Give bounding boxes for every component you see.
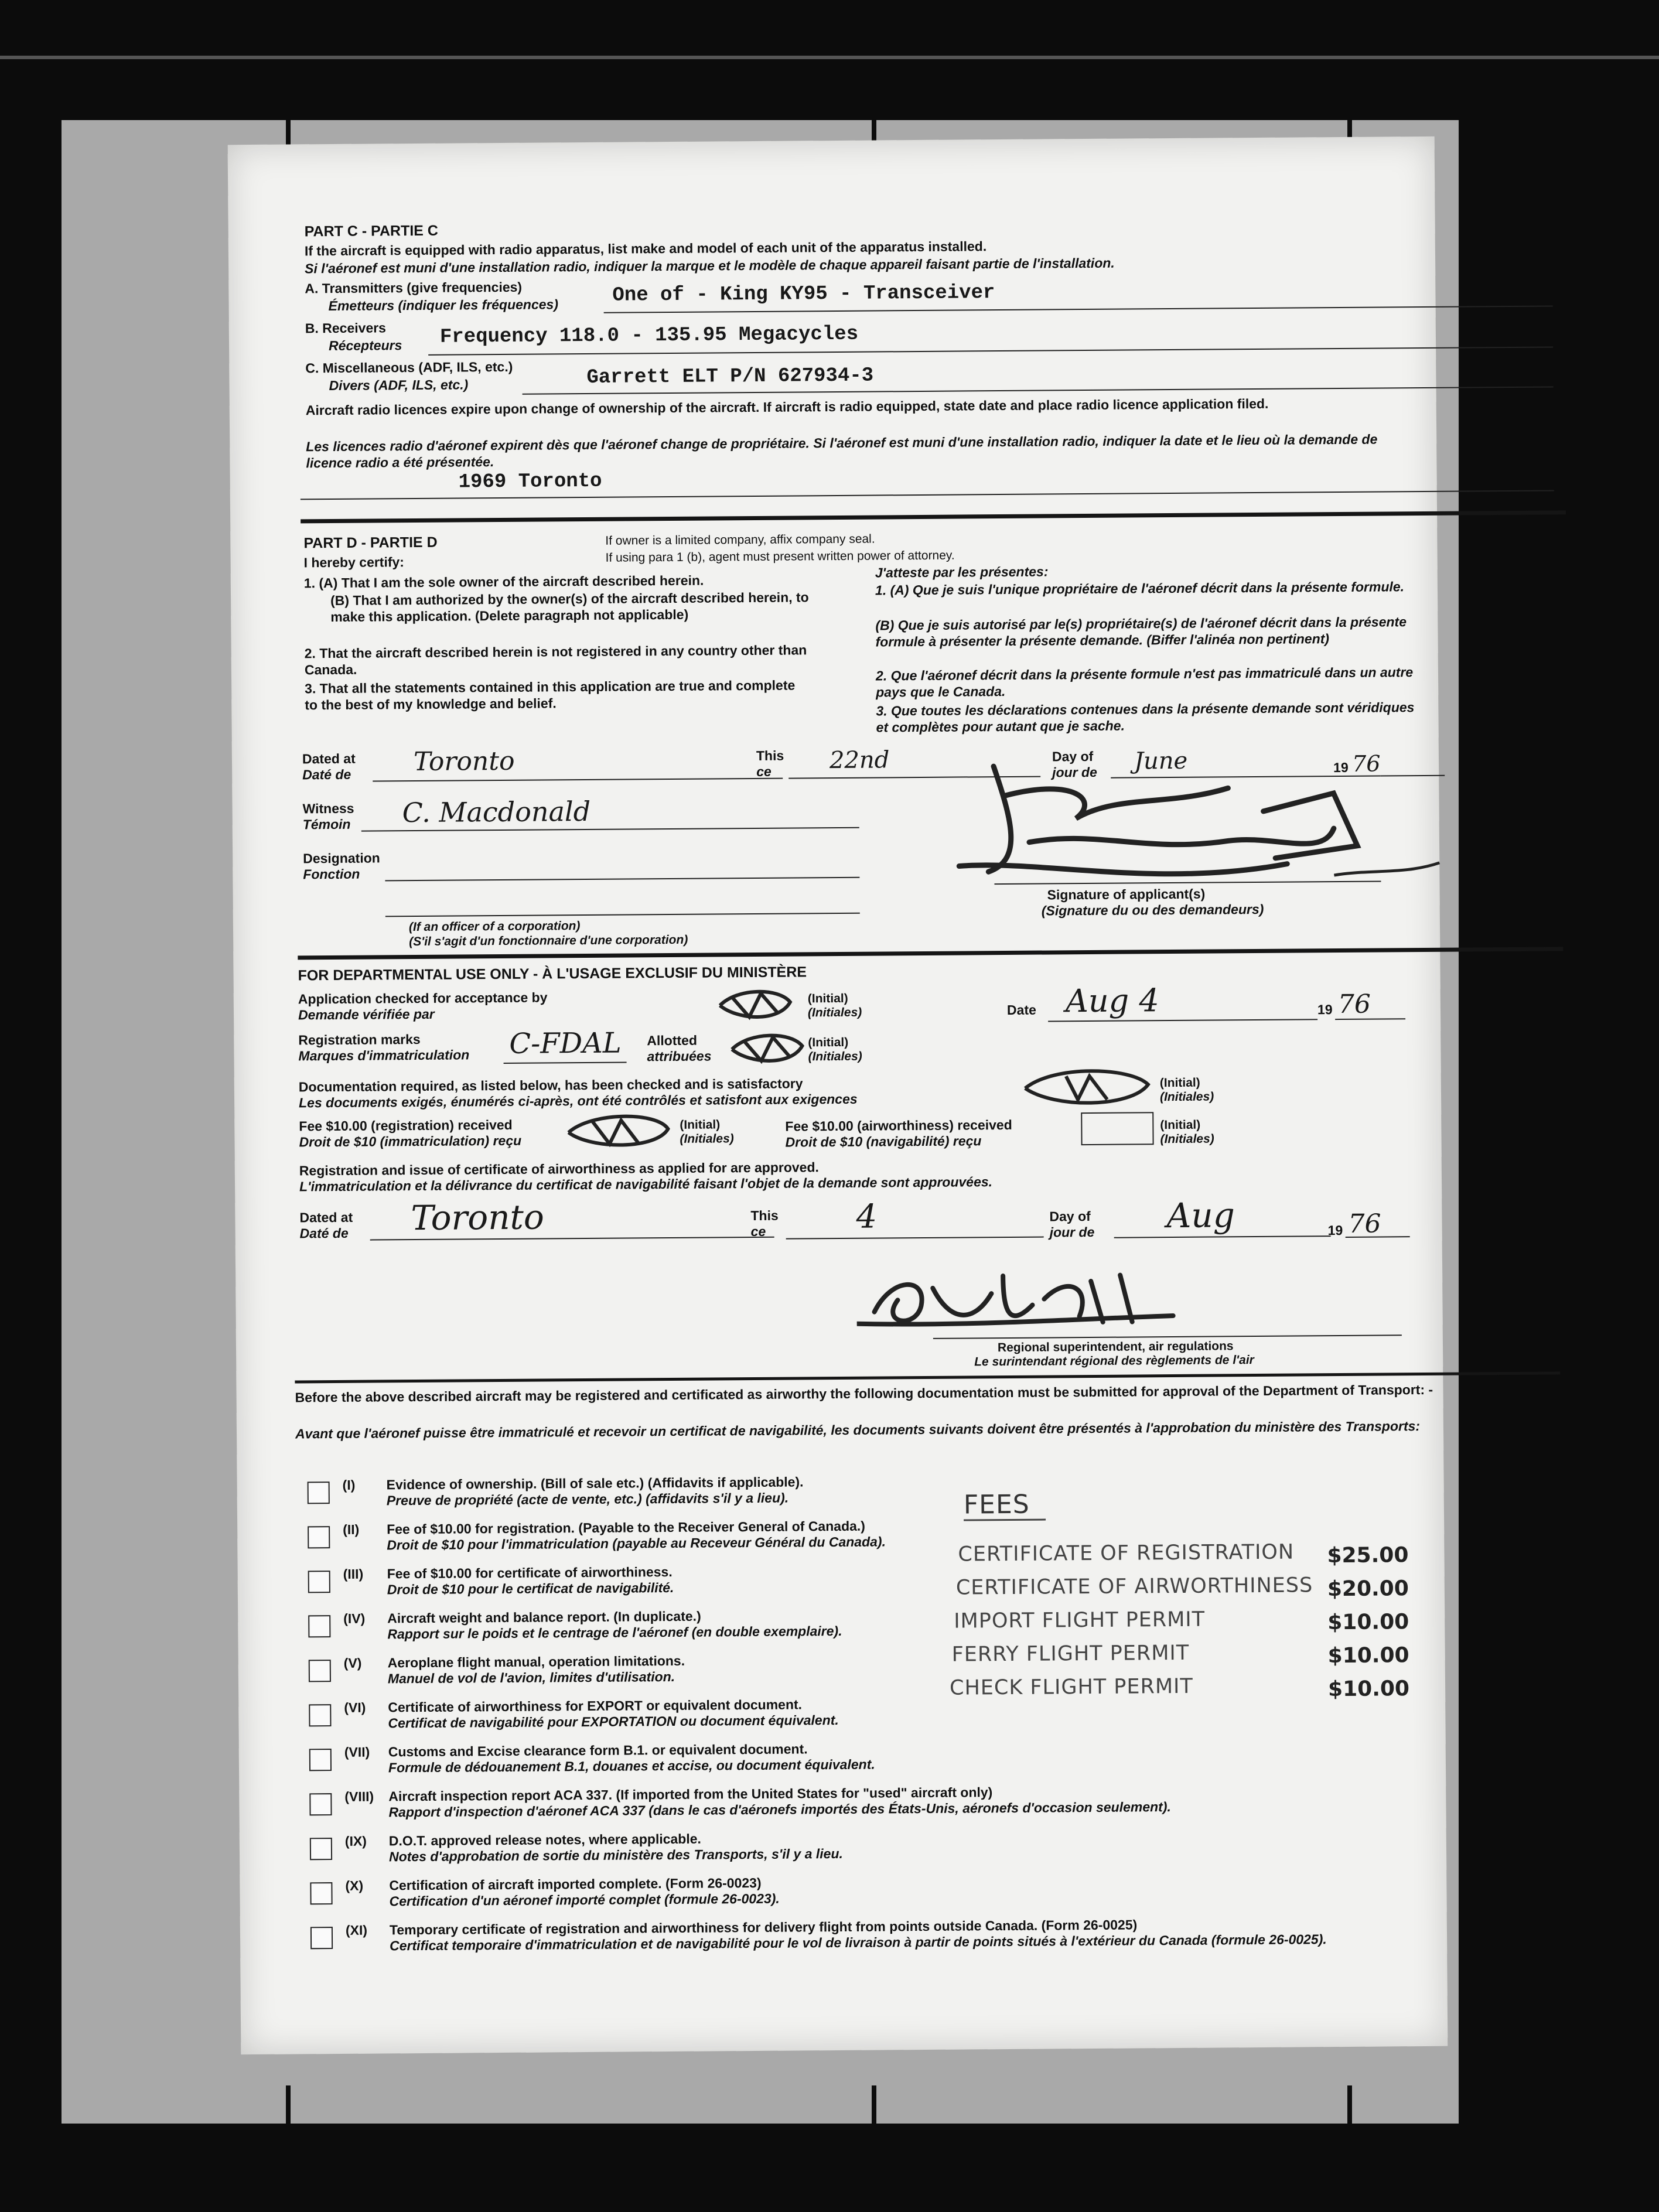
doc-checkbox[interactable] bbox=[308, 1482, 330, 1504]
doc-item-fr: Notes d'approbation de sortie du ministère des Transports, s'il y a lieu. bbox=[388, 1845, 843, 1865]
initials-scribble-1 bbox=[714, 984, 796, 1026]
dept-this-line bbox=[786, 1237, 1044, 1240]
film-divider bbox=[1347, 2085, 1352, 2132]
part-d-heading: PART D - PARTIE D bbox=[303, 534, 438, 552]
doc-item-fr: Droit de $10 pour l'immatriculation (payable au Receveur Général du Canada). bbox=[387, 1534, 886, 1553]
fee-label: IMPORT FLIGHT PERMIT bbox=[954, 1607, 1206, 1633]
doc-checkbox[interactable] bbox=[310, 1927, 333, 1949]
dept-dated-at-en: Dated at bbox=[299, 1209, 353, 1226]
initiales-label-1: (Initiales) bbox=[807, 1005, 862, 1020]
dept-this-fr: ce bbox=[750, 1223, 766, 1240]
doc-item-fr: Droit de $10 pour le certificat de navigabilité. bbox=[387, 1579, 674, 1597]
doc-item-fr: Certification d'un aéronef importé complet (formule 26-0023). bbox=[389, 1890, 780, 1909]
dept-year-value: 76 bbox=[1348, 1209, 1381, 1239]
receivers-label-fr: Récepteurs bbox=[328, 337, 402, 354]
initial-label-4: (Initial) bbox=[680, 1118, 721, 1132]
misc-label-en: C. Miscellaneous (ADF, ILS, etc.) bbox=[305, 359, 513, 376]
fee-label: CERTIFICATE OF AIRWORTHINESS bbox=[955, 1573, 1313, 1600]
doc-item-number: (VI) bbox=[344, 1699, 366, 1715]
initial-label-1: (Initial) bbox=[807, 991, 848, 1006]
doc-item-en: Fee of $10.00 for certificate of airworthiness. bbox=[387, 1564, 673, 1582]
doc-item-number: (IV) bbox=[343, 1610, 366, 1626]
dept-heading: FOR DEPARTMENTAL USE ONLY - À L'USAGE EXCLUSIF DU MINISTÈRE bbox=[298, 964, 807, 984]
dept-this-value: 4 bbox=[856, 1197, 878, 1236]
doc-item-en: Certification of aircraft imported complete. (Form 26-0023) bbox=[389, 1875, 762, 1893]
doc-item-fr: Formule de dédouanement B.1, douanes et accise, ou document équivalent. bbox=[388, 1756, 875, 1776]
dept-day-of-fr: jour de bbox=[1049, 1224, 1095, 1240]
licence-note-en: Aircraft radio licences expire upon change of ownership of the aircraft. If aircraft is radio equipped, state date and place radio licence application filed. bbox=[305, 395, 1269, 418]
app-checked-fr: Demande vérifiée par bbox=[298, 1006, 435, 1023]
doc-item-en: Aircraft weight and balance report. (In duplicate.) bbox=[387, 1608, 701, 1626]
fee-amount: $20.00 bbox=[1327, 1576, 1409, 1602]
doc-item-number: (IX) bbox=[344, 1833, 367, 1849]
transmitters-label-en: A. Transmitters (give frequencies) bbox=[305, 279, 523, 296]
transmitters-line bbox=[604, 305, 1553, 313]
designation-line-2 bbox=[385, 913, 860, 917]
doc-required-fr: Les documents exigés, énumérés ci-après, ont été contrôlés et satisfont aux exigences bbox=[298, 1091, 858, 1111]
date-year-line bbox=[1335, 1018, 1405, 1020]
dept-day-of-value: Aug bbox=[1166, 1195, 1235, 1236]
doc-item-fr: Rapport sur le poids et le centrage de l'aéronef (en double exemplaire). bbox=[387, 1623, 842, 1642]
fee-amount: $25.00 bbox=[1327, 1543, 1409, 1568]
fee-reg-en: Fee $10.00 (registration) received bbox=[299, 1117, 513, 1134]
doc-checkbox[interactable] bbox=[309, 1660, 331, 1682]
witness-value: C. Macdonald bbox=[402, 795, 591, 829]
this-value: 22nd bbox=[829, 746, 890, 774]
initial-label-2: (Initial) bbox=[808, 1035, 849, 1050]
dept-dated-at-fr: Daté de bbox=[299, 1225, 349, 1241]
witness-label-fr: Témoin bbox=[302, 816, 351, 832]
doc-item-number: (II) bbox=[343, 1521, 360, 1537]
dept-this-en: This bbox=[750, 1207, 779, 1224]
cert-fr-3: 3. Que toutes les déclarations contenues dans la présente demande sont véridiques et complètes pour autant que je sache. bbox=[876, 699, 1415, 735]
certify-en: I hereby certify: bbox=[303, 554, 405, 571]
initiales-label-3: (Initiales) bbox=[1159, 1090, 1214, 1104]
film-divider bbox=[872, 2085, 876, 2132]
transmitters-value: One of - King KY95 - Transceiver bbox=[612, 282, 995, 307]
doc-item-fr: Manuel de vol de l'avion, limites d'utilisation. bbox=[387, 1668, 675, 1687]
fee-label: FERRY FLIGHT PERMIT bbox=[951, 1641, 1190, 1667]
dated-at-value: Toronto bbox=[413, 746, 515, 777]
designation-label-en: Designation bbox=[303, 850, 380, 866]
fee-reg-fr: Droit de $10 (immatriculation) reçu bbox=[299, 1132, 522, 1150]
part-c-intro-fr: Si l'aéronef est muni d'une installation radio, indiquer la marque et le modèle de chaque appareil faisant partie de l'installation. bbox=[305, 255, 1115, 276]
doc-checkbox[interactable] bbox=[309, 1793, 332, 1815]
initial-label-3: (Initial) bbox=[1159, 1076, 1200, 1090]
regional-en: Regional superintendent, air regulations bbox=[997, 1339, 1234, 1355]
allotted-en: Allotted bbox=[647, 1032, 698, 1049]
dept-day-of-en: Day of bbox=[1049, 1208, 1091, 1224]
signature-label-en: Signature of applicant(s) bbox=[1047, 886, 1206, 903]
witness-label-en: Witness bbox=[302, 800, 354, 817]
power-of-attorney-note: If using para 1 (b), agent must present written power of attorney. bbox=[605, 548, 955, 565]
doc-item-fr: Preuve de propriété (acte de vente, etc.) (affidavits s'il y a lieu). bbox=[386, 1490, 789, 1508]
doc-item-number: (I) bbox=[342, 1477, 356, 1493]
reg-marks-value: C-FDAL bbox=[509, 1026, 622, 1060]
initials-scribble-4 bbox=[562, 1108, 674, 1153]
docs-before-fr: Avant que l'aéronef puisse être immatriculé et recevoir un certificat de navigabilité, les documents suivants doivent être présentés à l'approbation du ministère des Transports: bbox=[295, 1418, 1421, 1442]
dated-at-label-en: Dated at bbox=[302, 750, 356, 767]
date-year-prefix: 19 bbox=[1317, 1002, 1333, 1018]
app-checked-en: Application checked for acceptance by bbox=[298, 989, 548, 1007]
licence-note-fr: Les licences radio d'aéronef expirent dès que l'aéronef change de propriétaire. Si l'aéronef est muni d'une installation radio, indiquer la date et le lieu où la demande de licence radio a été présentée. bbox=[306, 431, 1378, 471]
cert-en-2: 2. That the aircraft described herein is not registered in any country other than Canada. bbox=[304, 642, 807, 678]
dated-at-label-fr: Daté de bbox=[302, 766, 351, 783]
day-of-label-fr: jour de bbox=[1052, 764, 1097, 780]
dept-year-prefix: 19 bbox=[1327, 1222, 1343, 1238]
doc-checkbox[interactable] bbox=[310, 1882, 332, 1904]
issue-en: Registration and issue of certificate of airworthiness as applied for are approved. bbox=[299, 1159, 819, 1179]
fee-amount: $10.00 bbox=[1327, 1610, 1409, 1635]
fee-label: CERTIFICATE OF REGISTRATION bbox=[958, 1540, 1295, 1566]
doc-item-fr: Certificat de navigabilité pour EXPORTATION ou document équivalent. bbox=[388, 1712, 839, 1731]
initial-label-5: (Initial) bbox=[1160, 1118, 1201, 1132]
doc-item-en: D.O.T. approved release notes, where applicable. bbox=[388, 1831, 701, 1849]
doc-item-en: Aircraft inspection report ACA 337. (If imported from the United States for "used" aircraft only) bbox=[388, 1784, 993, 1804]
cert-fr-2: 2. Que l'aéronef décrit dans la présente formule n'est pas immatriculé dans un autre pays que le Canada. bbox=[875, 664, 1414, 700]
dept-dated-at-value: Toronto bbox=[411, 1197, 545, 1238]
this-label-fr: ce bbox=[756, 763, 772, 779]
doc-item-number: (VIII) bbox=[344, 1788, 374, 1804]
initials-scribble-2 bbox=[726, 1028, 808, 1070]
regional-fr: Le surintendant régional des règlements de l'air bbox=[974, 1353, 1254, 1369]
fee-label: CHECK FLIGHT PERMIT bbox=[949, 1674, 1193, 1700]
doc-item-number: (XI) bbox=[345, 1922, 368, 1938]
cert-en-3: 3. That all the statements contained in this application are true and complete to the best of my knowledge and belief. bbox=[305, 677, 796, 713]
initiales-label-4: (Initiales) bbox=[680, 1132, 734, 1146]
docs-before-en: Before the above described aircraft may be registered and certificated as airworthy the following documentation must be submitted for approval of the Department of Transport: - bbox=[295, 1381, 1433, 1405]
day-of-value: June bbox=[1134, 747, 1188, 775]
fee-air-fr: Droit de $10 (navigabilité) reçu bbox=[785, 1133, 982, 1150]
receivers-value: Frequency 118.0 - 135.95 Megacycles bbox=[439, 323, 859, 349]
year-prefix: 19 bbox=[1333, 759, 1349, 776]
doc-item-number: (X) bbox=[345, 1878, 364, 1893]
this-label-en: This bbox=[756, 747, 784, 763]
receivers-label-en: B. Receivers bbox=[305, 320, 387, 336]
document-page bbox=[228, 136, 1448, 2054]
doc-item-number: (VII) bbox=[344, 1744, 370, 1760]
misc-label-fr: Divers (ADF, ILS, etc.) bbox=[329, 377, 469, 394]
doc-item-en: Customs and Excise clearance form B.1. or equivalent document. bbox=[388, 1741, 808, 1760]
film-divider bbox=[286, 2085, 291, 2132]
dept-day-of-line bbox=[1114, 1235, 1331, 1238]
officer-note-en: (If an officer of a corporation) bbox=[408, 919, 581, 934]
fee-amount: $10.00 bbox=[1327, 1677, 1410, 1702]
doc-item-number: (III) bbox=[343, 1566, 364, 1582]
cert-en-1a: 1. (A) That I am the sole owner of the aircraft described herein. bbox=[303, 572, 704, 591]
cert-fr-1a: 1. (A) Que je suis l'unique propriétaire de l'aéronef décrit dans la présente formule. bbox=[875, 579, 1405, 598]
doc-checkbox[interactable] bbox=[308, 1571, 330, 1593]
year-value: 76 bbox=[1351, 750, 1381, 777]
fees-heading: FEES bbox=[963, 1489, 1030, 1520]
reg-marks-en: Registration marks bbox=[298, 1031, 421, 1048]
reg-marks-line bbox=[504, 1062, 627, 1064]
date-year-value: 76 bbox=[1337, 989, 1371, 1020]
dated-at-line bbox=[373, 778, 783, 782]
initiales-label-2: (Initiales) bbox=[808, 1049, 862, 1064]
receivers-line bbox=[428, 346, 1553, 355]
initiales-label-5: (Initiales) bbox=[1160, 1132, 1214, 1146]
signature-label-fr: (Signature du ou des demandeurs) bbox=[1041, 901, 1264, 919]
transmitters-label-fr: Émetteurs (indiquer les fréquences) bbox=[328, 296, 559, 314]
doc-checkbox[interactable] bbox=[310, 1838, 332, 1860]
dept-year-line bbox=[1346, 1236, 1410, 1238]
part-c-intro-en: If the aircraft is equipped with radio apparatus, list make and model of each unit of the apparatus installed. bbox=[304, 238, 987, 259]
seal-note: If owner is a limited company, affix company seal. bbox=[605, 532, 875, 548]
cert-fr-1b: (B) Que je suis autorisé par le(s) propriétaire(s) de l'aéronef décrit dans la présente formule à présenter la présente demande. (Biffer l'alinéa non pertinent) bbox=[875, 614, 1407, 650]
date-value: Aug 4 bbox=[1065, 982, 1159, 1020]
doc-item-en: Certificate of airworthiness for EXPORT or equivalent document. bbox=[388, 1696, 803, 1715]
doc-checkbox[interactable] bbox=[308, 1615, 330, 1637]
doc-item-fr: Certificat temporaire d'immatriculation et de navigabilité pour le vol de livraison à partir de points situés à l'extérieur du Canada (formule 26-0025). bbox=[390, 1931, 1327, 1954]
doc-item-en: Evidence of ownership. (Bill of sale etc.) (Affidavits if applicable). bbox=[386, 1474, 804, 1493]
fee-amount: $10.00 bbox=[1327, 1643, 1409, 1668]
doc-item-fr: Rapport d'inspection d'aéronef ACA 337 (dans le cas d'aéronefs importés des États-Unis, aéronefs d'occasion seulement). bbox=[388, 1799, 1171, 1820]
part-d-divider bbox=[301, 510, 1566, 523]
doc-checkbox[interactable] bbox=[309, 1704, 331, 1726]
designation-label-fr: Fonction bbox=[303, 866, 360, 882]
licence-value: 1969 Toronto bbox=[458, 470, 602, 494]
day-of-label-en: Day of bbox=[1052, 748, 1094, 764]
officer-note-fr: (S'il s'agit d'un fonctionnaire d'une corporation) bbox=[409, 933, 688, 949]
reg-marks-fr: Marques d'immatriculation bbox=[298, 1047, 470, 1064]
film-border-top bbox=[0, 56, 1659, 59]
allotted-fr: attribuées bbox=[647, 1048, 712, 1064]
airworthiness-initial-box bbox=[1081, 1112, 1153, 1145]
certify-fr: J'atteste par les présentes: bbox=[875, 564, 1049, 581]
fee-air-en: Fee $10.00 (airworthiness) received bbox=[785, 1117, 1012, 1134]
doc-item-en: Temporary certificate of registration and airworthiness for delivery flight from points outside Canada. (Form 26-0025) bbox=[389, 1917, 1138, 1938]
doc-required-en: Documentation required, as listed below, has been checked and is satisfactory bbox=[298, 1076, 803, 1095]
initials-scribble-3 bbox=[1019, 1064, 1155, 1112]
part-c-heading: PART C - PARTIE C bbox=[304, 222, 439, 240]
doc-item-number: (V) bbox=[343, 1655, 362, 1671]
designation-line bbox=[385, 877, 859, 882]
misc-value: Garrett ELT P/N 627934-3 bbox=[586, 364, 874, 389]
doc-checkbox[interactable] bbox=[308, 1526, 330, 1548]
cert-en-1b: (B) That I am authorized by the owner(s) of the aircraft described herein, to make this application. (Delete paragraph not applicable) bbox=[330, 589, 809, 625]
fees-heading-underline bbox=[964, 1519, 1046, 1521]
doc-item-en: Fee of $10.00 for registration. (Payable to the Receiver General of Canada.) bbox=[387, 1518, 866, 1537]
issue-fr: L'immatriculation et la délivrance du certificat de navigabilité faisant l'objet de la demande sont approuvées. bbox=[299, 1174, 993, 1194]
superintendent-signature-image bbox=[856, 1263, 1185, 1341]
date-line bbox=[1048, 1019, 1317, 1022]
date-label: Date bbox=[1006, 1002, 1036, 1018]
doc-item-en: Aeroplane flight manual, operation limitations. bbox=[387, 1653, 685, 1671]
doc-checkbox[interactable] bbox=[309, 1749, 332, 1771]
